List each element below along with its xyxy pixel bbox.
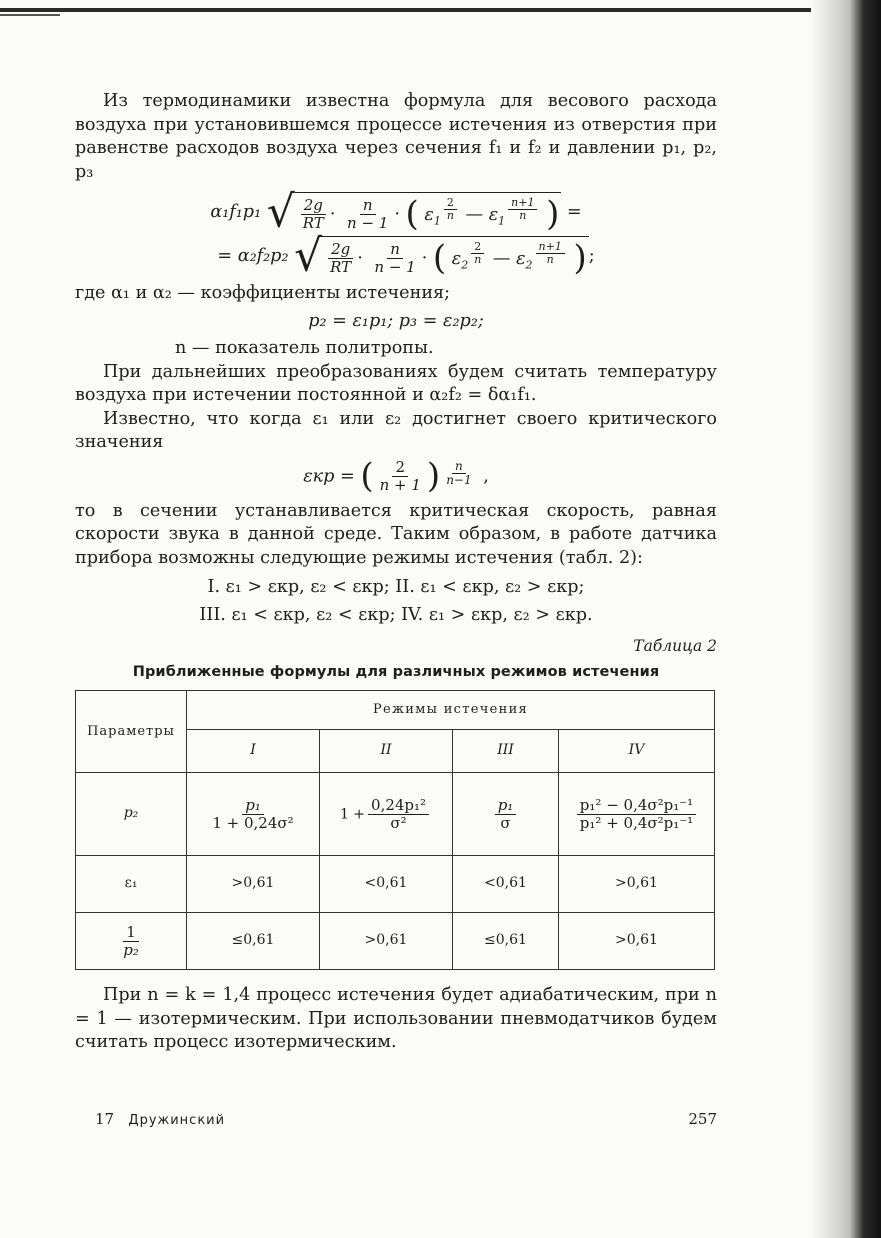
radical-sign: √ [294, 230, 323, 282]
table-title: Приближенные формулы для различных режимов истечения [132, 663, 660, 680]
mode-col-3: III [453, 730, 559, 773]
top-rule [0, 8, 812, 12]
table-row [76, 856, 715, 913]
cell: >0,61 [320, 913, 453, 970]
table-caption: Таблица 2 [633, 637, 717, 655]
cell: >0,61 [559, 856, 715, 913]
table-row [76, 773, 715, 856]
cell: >0,61 [187, 856, 320, 913]
equation-flow-balance-line1: α₁f₁p₁ √ $\frac{2g}{RT}$ · $\frac{n}{n - 1}$ · ( $\varepsilon_1$ $^{\frac{2}{n}}$ — $\varepsilon_1$ $^{\frac{n+1}{n}}$ ) = [210, 186, 582, 238]
eq3-lhs: εкр = [303, 466, 355, 486]
modes-header: Режимы истечения [187, 691, 715, 730]
page-footer [95, 1110, 717, 1128]
table-row [76, 913, 715, 970]
equation-critical-ratio: εкр = ( $\frac{2}{n + 1}$ ) $^{\frac{n}{n-1}}$ , [303, 455, 489, 496]
param-header: Параметры [76, 691, 187, 773]
n-definition: n — показатель политропы. [175, 338, 434, 358]
modes-line-2: III. ε₁ < εкр, ε₂ < εкр; IV. ε₁ > εкр, ε₂ > εкр. [199, 604, 593, 625]
row-label-eps1: ε₁ [76, 856, 187, 913]
eq1-lhs: α₁f₁p₁ [210, 202, 262, 222]
table-header-row [76, 691, 715, 730]
paragraph-modes: то в сечении устанавливается критическая скорость, равная скорости звука в данной среде. Таким образом, в работе датчика прибора возможны следующие режимы истечения (табл. 2): [75, 500, 717, 568]
radical-sign: √ [266, 186, 295, 238]
cell: >0,61 [559, 913, 715, 970]
row-label-inv-p2: $\frac{1}{\text{p₂}}$ [76, 913, 187, 970]
cell: ≤0,61 [453, 913, 559, 970]
signature-name: Дружинский [128, 1113, 226, 1128]
cell: <0,61 [453, 856, 559, 913]
signature-number: 17 [95, 1110, 115, 1128]
cell: $\frac{\text{p₁}}{\sigma}$ [453, 773, 559, 856]
paragraph-critical: Известно, что когда ε₁ или ε₂ достигнет своего критического значения [75, 408, 717, 452]
mode-col-4: IV [559, 730, 715, 773]
eq1-radicand: $\frac{2g}{RT}$ · $\frac{n}{n - 1}$ · ( $\varepsilon_1$ $^{\frac{2}{n}}$ — $\varepsilon_1$ $^{\frac{n+1}{n}}$ ) [295, 192, 562, 232]
paragraph-intro: Из термодинамики известна формула для весового расхода воздуха при установившемся процессе истечения из отверстия при равенстве расходов воздуха через сечения f₁ и f₂ и давлении p₁, p₂, p₃ [75, 91, 717, 182]
eq1-radicand-2: $\frac{2g}{RT}$ · $\frac{n}{n - 1}$ · ( $\varepsilon_2$ $^{\frac{2}{n}}$ — $\varepsilon_2$ $^{\frac{n+1}{n}}$ ) [322, 236, 589, 276]
cell: 1 + $\frac{\text{0,24p₁²}}{\text{σ²}}$ [320, 773, 453, 856]
paragraph-temperature: При дальнейших преобразованиях будем считать температуру воздуха при истечении постоянной и α₂f₂ = δα₁f₁. [75, 361, 717, 405]
book-gutter [811, 0, 881, 1238]
paragraph-conclusion: При n = k = 1,4 процесс истечения будет адиабатическим, при n = 1 — изотермическим. При использовании пневмодатчиков будем считать процесс изотермическим. [75, 985, 717, 1052]
row-label-p2: p₂ [76, 773, 187, 856]
mode-col-1: I [187, 730, 320, 773]
cell: <0,61 [320, 856, 453, 913]
cell: $\frac{\text{p₁² − 0,4σ²p₁⁻¹}}{\text{p₁² + 0,4σ²p₁⁻¹}}$ [559, 773, 715, 856]
page-body [75, 90, 717, 1055]
equation-flow-balance-line2: = α₂f₂p₂ √ $\frac{2g}{RT}$ · $\frac{n}{n - 1}$ · ( $\varepsilon_2$ $^{\frac{2}{n}}$ — $\varepsilon_2$ $^{\frac{n+1}{n}}$ ) ; [217, 230, 595, 282]
where-line: где α₁ и α₂ — коэффициенты истечения; [75, 283, 451, 303]
equation-pressures: p₂ = ε₁p₁; p₃ = ε₂p₂; [308, 310, 484, 331]
modes-line-1: I. ε₁ > εкр, ε₂ < εкр; II. ε₁ < εкр, ε₂ > εкр; [207, 577, 585, 597]
page-number: 257 [688, 1110, 717, 1128]
modes-table [75, 690, 715, 970]
top-rule-short [0, 14, 60, 16]
mode-col-2: II [320, 730, 453, 773]
cell: ≤0,61 [187, 913, 320, 970]
eq1-rhs: α₂f₂p₂ [237, 246, 289, 266]
cell: $\frac{\text{p₁}}{\text{1 + 0,24σ²}}$ [187, 773, 320, 856]
